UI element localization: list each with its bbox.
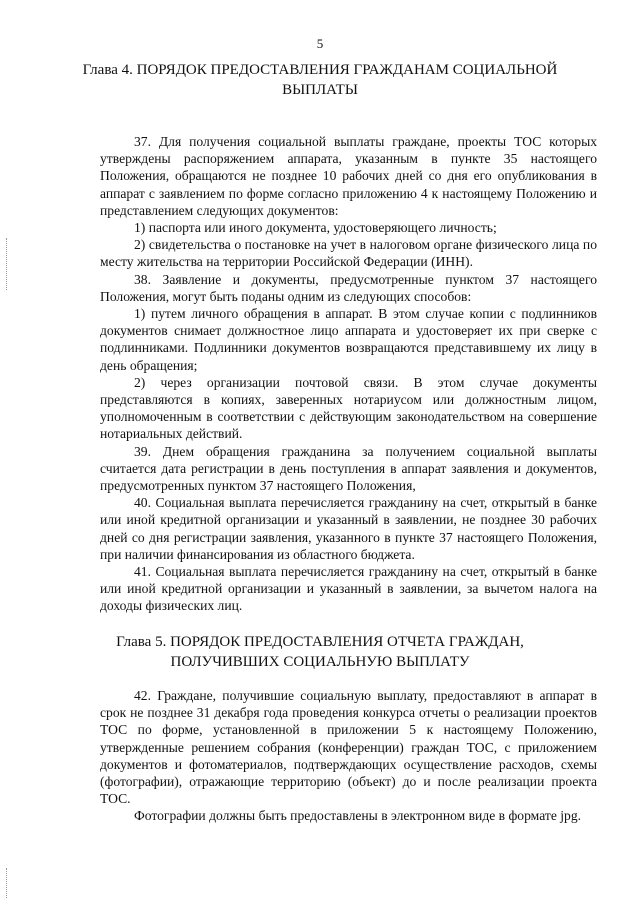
chapter-5-body (100, 687, 597, 825)
paragraph-38-item-1: 1) путем личного обращения в аппарат. В этом случае копии с подлинников документов снимает должностное лицо аппарата и удостоверяет их при сверке с подлинниками. Подлинники документов возвращаются представившему их лицу в день обращения; (100, 306, 597, 373)
chapter-4-body (100, 133, 597, 615)
paragraph-40: 40. Социальная выплата перечисляется гражданину на счет, открытый в банке или иной кредитной организации и указанный в заявлении, не позднее 30 рабочих дней со дня регистрации заявления, указанного в пункте 37 настоящего Положения, при наличии финансирования из областного бюджета. (100, 495, 597, 562)
paragraph-37: 37. Для получения социальной выплаты граждане, проекты ТОС которых утверждены распоряжением аппарата, указанным в пункте 35 настоящего Положения, обращаются не позднее 10 рабочих дней со дня его опубликования в аппарат с заявлением по форме согласно приложению 4 к настоящему Положению и представлением следующих документов: (100, 134, 597, 218)
paragraph-42: 42. Граждане, получившие социальную выплату, предоставляют в аппарат в срок не позднее 31 декабря года проведения конкурса отчеты о реализации проектов ТОС по форме, установленной в приложении 5 к настоящему Положению, утвержденные решением собрания (конференции) граждан ТОС, с приложением документов и фотоматериалов, подтверждающих осуществление расходов, схемы (фотографии), отражающие территорию (объект) до и после реализации проекта ТОС. (100, 688, 597, 807)
paragraph-photos: Фотографии должны быть предоставлены в электронном виде в формате jpg. (134, 808, 582, 824)
paragraph-38-item-2: 2) через организации почтовой связи. В этом случае документы представляются в копиях, заверенных нотариусом или должностным лицом, уполномоченным в соответствии с действующим законодательством на совершение нотариальных действий. (100, 374, 597, 442)
chapter-5-heading (80, 632, 560, 672)
paragraph-41: 41. Социальная выплата перечисляется гражданину на счет, открытый в банке или иной кредитной организации и указанный в заявлении, за вычетом налога на доходы физических лиц. (100, 564, 597, 614)
scan-edge-mark (6, 868, 8, 898)
chapter-4-title-line2: ВЫПЛАТЫ (282, 82, 358, 98)
chapter-5-title-line1: Глава 5. ПОРЯДОК ПРЕДОСТАВЛЕНИЯ ОТЧЕТА ГРАЖДАН, (116, 634, 524, 650)
paragraph-37-item-2: 2) свидетельства о постановке на учет в налоговом органе физического лица по месту жительства на территории Российской Федерации (ИНН). (100, 237, 597, 270)
paragraph-39: 39. Днем обращения гражданина за получением социальной выплаты считается дата регистрации в день поступления в аппарат заявления и документов, предусмотренных пунктом 37 настоящего Положения, (100, 443, 597, 494)
page-number: 5 (316, 36, 324, 51)
paragraph-38: 38. Заявление и документы, предусмотренные пунктом 37 настоящего Положения, могут быть поданы одним из следующих способов: (100, 271, 597, 304)
chapter-4-heading (80, 60, 560, 100)
scan-edge-mark (6, 238, 8, 290)
chapter-5-title-line2: ПОЛУЧИВШИХ СОЦИАЛЬНУЮ ВЫПЛАТУ (170, 654, 470, 670)
paragraph-37-item-1: 1) паспорта или иного документа, удостоверяющего личность; (134, 220, 497, 236)
chapter-4-title-line1: Глава 4. ПОРЯДОК ПРЕДОСТАВЛЕНИЯ ГРАЖДАНАМ СОЦИАЛЬНОЙ (82, 62, 558, 78)
